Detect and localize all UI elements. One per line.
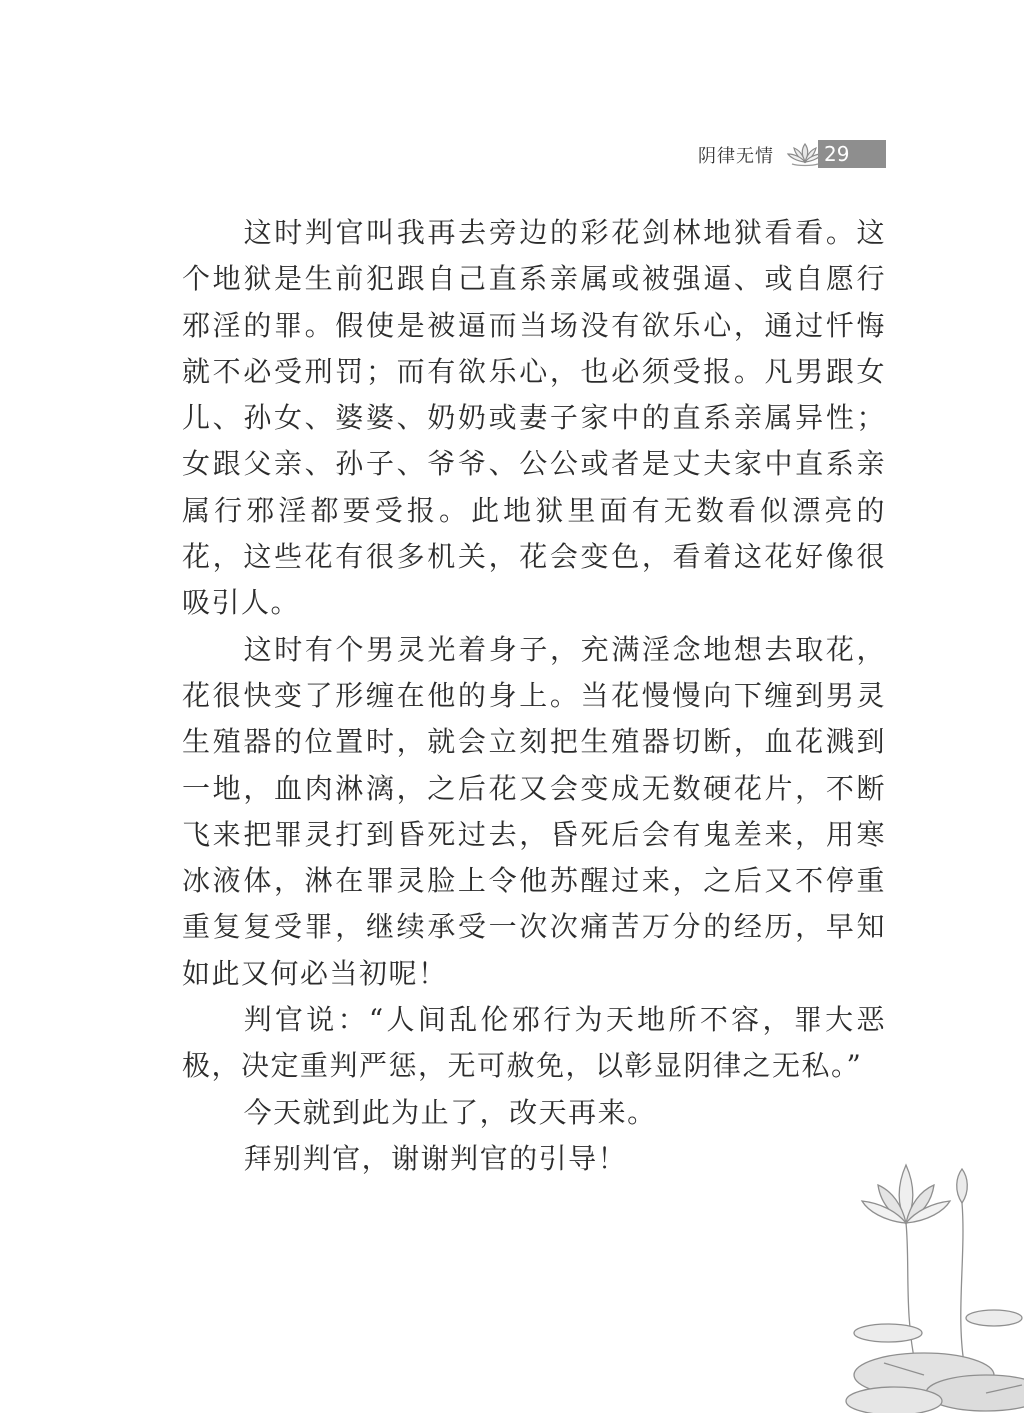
page-number-box <box>818 140 886 168</box>
page-number: 29 <box>824 142 850 166</box>
paragraph-5: 拜别判官，谢谢判官的引导！ <box>243 1141 628 1175</box>
paragraph-2: 这时有个男灵光着身子，充满淫念地想去取花，花很快变了形缠在他的身上。当花慢慢向下缠到男灵生殖器的位置时，就会立刻把生殖器切断，血花溅到一地，血肉淋漓，之后花又会变成无数硬花片，不断飞来把罪灵打到昏死过去，昏死后会有鬼差来，用寒冰液体，淋在罪灵脸上令他苏醒过来，之后又不停重重复复受罪，继续承受一次次痛苦万分的经历，早知如此又何必当初呢！ <box>182 632 886 990</box>
paragraph-4: 今天就到此为止了，改天再来。 <box>243 1095 657 1129</box>
paragraph-1: 这时判官叫我再去旁边的彩花剑林地狱看看。这个地狱是生前犯跟自己直系亲属或被强逼、或自愿行邪淫的罪。假使是被逼而当场没有欲乐心，通过忏悔就不必受刑罚；而有欲乐心，也必须受报。凡男跟女儿、孙女、婆婆、奶奶或妻子家中的直系亲属异性；女跟父亲、孙子、爷爷、公公或者是丈夫家中直系亲属行邪淫都要受报。此地狱里面有无数看似漂亮的花，这些花有很多机关，花会变色，看着这花好像很吸引人。 <box>182 216 886 620</box>
running-header <box>690 140 886 168</box>
chapter-title: 阴律无情 <box>698 146 774 167</box>
lotus-pond-illustration <box>844 1113 1024 1413</box>
body-text <box>182 210 886 1182</box>
paragraph-3: 判官说：“人间乱伦邪行为天地所不容，罪大恶极，决定重判严惩，无可赦免，以彰显阴律之无私。” <box>182 1003 886 1083</box>
